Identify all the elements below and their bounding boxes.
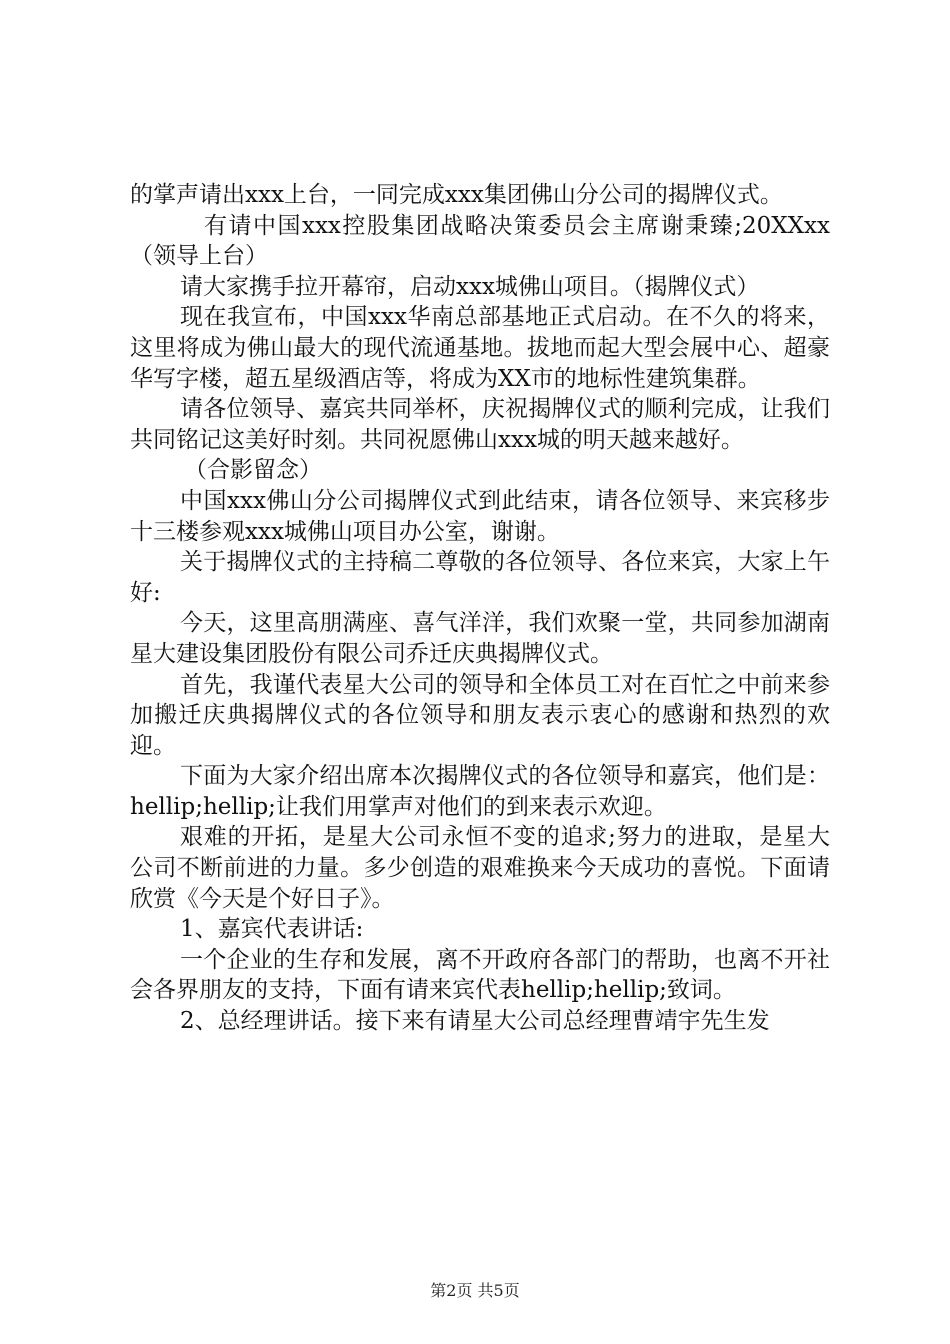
- paragraph: 中国xxx佛山分公司揭牌仪式到此结束，请各位领导、来宾移步十三楼参观xxx城佛山项目办公室，谢谢。: [130, 487, 830, 545]
- paragraph: 请各位领导、嘉宾共同举杯，庆祝揭牌仪式的顺利完成，让我们共同铭记这美好时刻。共同祝愿佛山xxx城的明天越来越好。: [130, 396, 830, 453]
- paragraph: 下面为大家介绍出席本次揭牌仪式的各位领导和嘉宾，他们是：hellip;hellip;让我们用掌声对他们的到来表示欢迎。: [130, 763, 830, 820]
- paragraph: 的掌声请出xxx上台，一同完成xxx集团佛山分公司的揭牌仪式。: [130, 182, 783, 208]
- paragraph: 首先，我谨代表星大公司的领导和全体员工对在百忙之中前来参加搬迁庆典揭牌仪式的各位领导和朋友表示衷心的感谢和热烈的欢迎。: [130, 671, 830, 759]
- paragraph: 现在我宣布，中国xxx华南总部基地正式启动。在不久的将来，这里将成为佛山最大的现代流通基地。拔地而起大型会展中心、超豪华写字楼，超五星级酒店等，将成为XX市的地标性建筑集群。: [130, 304, 830, 392]
- paragraph: 今天，这里高朋满座、喜气洋洋，我们欢聚一堂，共同参加湖南星大建设集团股份有限公司乔迁庆典揭牌仪式。: [130, 610, 830, 667]
- paragraph: 关于揭牌仪式的主持稿二尊敬的各位领导、各位来宾，大家上午好:: [130, 549, 830, 606]
- paragraph: 1、嘉宾代表讲话:: [180, 916, 364, 943]
- document-body: [130, 180, 830, 1037]
- paragraph: 请大家携手拉开幕帘，启动xxx城佛山项目。（揭牌仪式）: [180, 273, 760, 300]
- paragraph: 艰难的开拓，是星大公司永恒不变的追求;努力的进取，是星大公司不断前进的力量。多少创造的艰难换来今天成功的喜悦。下面请欣赏《今天是个好日子》。: [130, 824, 830, 912]
- paragraph: 2、总经理讲话。接下来有请星大公司总经理曹靖宇先生发: [180, 1008, 770, 1035]
- paragraph: （合影留念）: [184, 457, 322, 484]
- page-number-footer: 第2页 共5页: [430, 1281, 520, 1300]
- paragraph: 有请中国xxx控股集团战略决策委员会主席谢秉臻;20XXxx（领导上台）: [130, 212, 830, 270]
- paragraph: 一个企业的生存和发展，离不开政府各部门的帮助，也离不开社会各界朋友的支持，下面有请来宾代表hellip;hellip;致词。: [130, 946, 830, 1004]
